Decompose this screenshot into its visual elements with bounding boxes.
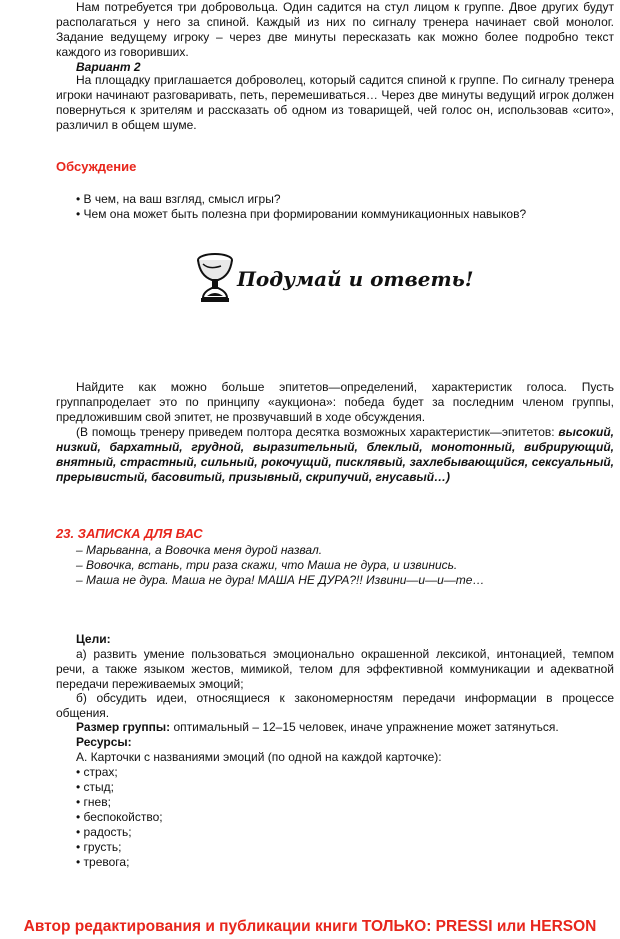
goal-b: б) обсудить идеи, относящиеся к закономерностям передачи информации в процессе общения. (56, 691, 614, 720)
hourglass-icon (195, 250, 235, 308)
emotion-item: • гнев; (76, 795, 111, 809)
resources-title: Ресурсы: (76, 735, 132, 749)
group-size (56, 720, 620, 735)
emotion-item: • радость; (76, 825, 132, 839)
emotion-item: • грусть; (76, 840, 122, 854)
intro-paragraph-1: Нам потребуется три добровольца. Один садится на стул лицом к группе. Двое других будут располагаться у него за спиной. Каждый из них по сигналу тренера начинает свой монолог. Задание ведущему игроку – через две минуты пересказать как можно более подробно текст каждого из говоривших. (56, 0, 614, 59)
dialogue-line-1: – Марьванна, а Вовочка меня дурой назвал. (76, 543, 323, 557)
discussion-item-2: • Чем она может быть полезна при формировании коммуникационных навыков? (76, 207, 527, 221)
discussion-title: Обсуждение (56, 159, 137, 174)
dialogue-line-2: – Вовочка, встань, три раза скажи, что Маша не дура, и извинись. (76, 558, 458, 572)
emotion-item: • тревога; (76, 855, 130, 869)
group-size-label: Размер группы: (76, 720, 171, 734)
group-size-text: оптимальный – 12–15 человек, иначе упражнение может затянуться. (170, 720, 559, 734)
answer-paragraph-1: Найдите как можно больше эпитетов—определений, характеристик голоса. Пусть группапроделает это по принципу «аукциона»: победа будет за последним членом группы, предложившим свой эпитет, не прозвучавший в ходе обсуждения. (56, 380, 614, 424)
footer-notice: Автор редактирования и публикации книги ТОЛЬКО: PRESSI или HERSON (23, 918, 597, 935)
emotion-item: • беспокойство; (76, 810, 163, 824)
epithets-list: высокий, низкий, бархатный, грудной, выразительный, блеклый, монотонный, вибрирующий, внятный, страстный, сильный, рокочущий, писклявый, захлебывающийся, сексуальный, прерывистый, басовитый, призывный, скрипучий, гнусавый…) (56, 425, 614, 484)
answer-paragraph-2 (56, 425, 614, 485)
think-and-answer-banner (195, 250, 495, 312)
epithets-lead: (В помощь тренеру приведем полтора десятка возможных характеристик—эпитетов: (76, 425, 559, 439)
goals-title: Цели: (76, 632, 111, 646)
goal-a: а) развить умение пользоваться эмоционально окрашенной лексикой, интонацией, темпом речи, а также языком жестов, мимикой, телом для эффективной коммуникации и адекватной передачи переживаемых эмоций; (56, 647, 614, 691)
discussion-item-1: • В чем, на ваш взгляд, смысл игры? (76, 192, 281, 206)
variant-2-title: Вариант 2 (76, 60, 141, 74)
exercise-title: 23. ЗАПИСКА ДЛЯ ВАС (56, 526, 203, 541)
dialogue-line-3: – Маша не дура. Маша не дура! МАША НЕ ДУРА?!! Извини—и—и—те… (76, 573, 485, 587)
emotion-item: • страх; (76, 765, 118, 779)
cards-line: А. Карточки с названиями эмоций (по одной на каждой карточке): (76, 750, 442, 764)
intro-paragraph-2: На площадку приглашается доброволец, который садится спиной к группе. По сигналу тренера игроки начинают разговаривать, петь, перемешиваться… Через две минуты ведущий игрок должен повернуться к зрителям и рассказать об одном из товарищей, чей голос он, использовав «сито», различил в общем шуме. (56, 73, 614, 132)
emotion-item: • стыд; (76, 780, 114, 794)
banner-title: Подумай и ответь! (237, 267, 474, 291)
